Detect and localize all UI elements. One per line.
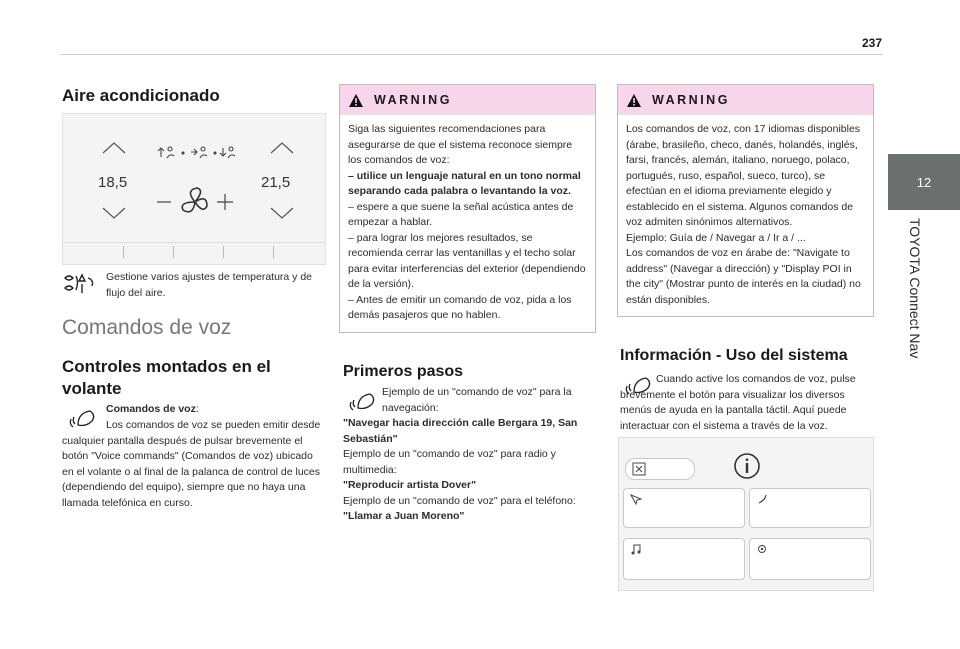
info-title: Información - Uso del sistema [620,347,848,364]
climate-control-icon [62,272,100,294]
help-settings-button [749,538,871,580]
help-screen-illustration [618,437,874,591]
close-voice-button [625,458,695,480]
close-icon [632,462,646,476]
chevron-down-icon [269,206,295,220]
header-rule [60,54,883,55]
comandos-label: Comandos de voz [106,403,196,415]
comandos-text: Los comandos de voz se pueden emitir desde cualquier pantalla después de pulsar brevemente el botón "Voice commands" (Comandos de voz) ubicado en el volante o al final de la palanca de control de luces (dependiendo del equipo), siempre que no haya una llamada telefónica en curso. [62,419,321,509]
example-command: "Reproducir artista Dover" [343,479,477,491]
navigation-icon [630,493,642,505]
comandos-label-suffix: : [195,403,199,415]
phone-icon [756,493,768,505]
help-navigation-button [623,488,745,528]
help-phone-button [749,488,871,528]
chevron-up-icon [101,141,127,155]
chapter-title [895,218,935,428]
example-command: "Navegar hacia dirección calle Bergara 19, San Sebastián" [343,417,578,445]
example-intro: Ejemplo de un "comando de voz" para el teléfono: [343,494,576,507]
info-icon [733,452,761,480]
info-text: Cuando active los comandos de voz, pulse brevemente el botón para visualizar los diversos menús de ayuda en la pantalla táctil. Aquí puede interactuar con el sistema a través de la voz. [620,373,856,432]
music-note-icon [630,543,642,555]
example-command: "Llamar a Juan Moreno" [343,510,465,522]
gear-icon [756,543,768,555]
warning-body [340,115,595,332]
warning-header [340,85,595,115]
chapter-title-text: TOYOTA Connect Nav [907,218,923,359]
primeros-intro: Ejemplo de un "comando de voz" para la navegación: [382,386,572,414]
warning-item: – Antes de emitir un comando de voz, pida a los demás pasajeros que no hablen. [348,293,572,321]
temp-left: 18,5 [98,174,128,191]
page-number: 237 [861,36,882,50]
chevron-down-icon [101,206,127,220]
arabic-note: Los comandos de voz en árabe de: "Navigate to address" (Navegar a dirección) y "Display POI in the city" (Mostrar punto de interés en la ciudad) no están disponibles. [626,247,861,306]
warning-triangle-icon [626,93,642,108]
languages-text: Los comandos de voz, con 17 idiomas disponibles (árabe, brasileño, checo, danés, holandés, inglés, farsi, francés, alemán, italiano, noruego, polaco, portugués, ruso, español, sueco, turco), se efectúan en el idioma previamente elegido y establecido en el sistema. Algunos comandos de voz admiten sinónimos alternativos. [626,123,861,228]
comandos-label-line [106,402,324,418]
warning-box-recommendations [339,84,596,333]
temp-right: 21,5 [261,174,291,191]
warning-item: – espere a que suene la señal acústica antes de empezar a hablar. [348,200,574,228]
synonym-example: Ejemplo: Guía de / Navegar a / Ir a / ... [626,231,806,244]
climate-panel-illustration [62,113,326,265]
voice-command-icon [348,390,378,412]
warning-item: – para lograr los mejores resultados, se recomienda cerrar las ventanillas y el techo solar para evitar interferencias del exterior (dependiendo de la versión). [348,231,586,290]
warning-triangle-icon [348,93,364,108]
fan-icon [155,186,245,220]
warning-label: WARNING [652,93,730,107]
aire-description: Gestione varios ajustes de temperatura y de flujo del aire. [106,271,313,299]
warning-body [618,115,873,316]
chapter-tab[interactable]: 12 [888,154,960,210]
help-media-button [623,538,745,580]
warning-header [618,85,873,115]
warning-item: – utilice un lenguaje natural en un tono normal separando cada palabra o levantando la voz. [348,169,581,197]
chevron-up-icon [269,141,295,155]
controles-subtitle: Controles montados en el volante [62,357,271,398]
warning-intro: Siga las siguientes recomendaciones para asegurarse de que el sistema reconoce siempre los comandos de voz: [348,123,573,166]
warning-box-languages [617,84,874,317]
comandos-title: Comandos de voz [62,316,232,339]
aire-title: Aire acondicionado [62,86,220,105]
airflow-mode-icon [155,143,241,163]
example-intro: Ejemplo de un "comando de voz" para radio y multimedia: [343,448,556,476]
warning-label: WARNING [374,93,452,107]
primeros-title: Primeros pasos [343,363,464,380]
primeros-examples [343,416,595,525]
